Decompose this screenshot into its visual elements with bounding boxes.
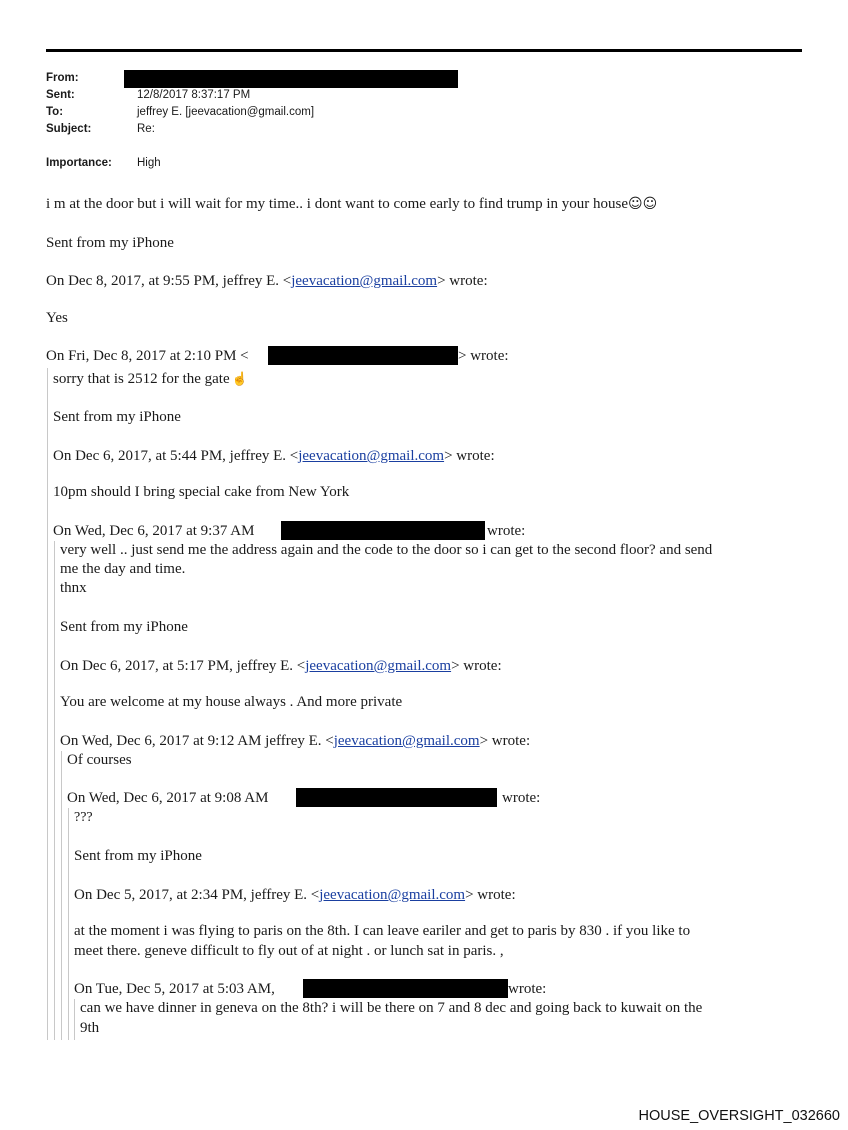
- from-label: From:: [46, 72, 79, 84]
- email-link[interactable]: jeevacation@gmail.com: [319, 887, 466, 903]
- quote-header-1-wrote: > wrote:: [437, 273, 488, 289]
- quote-header-5: [60, 657, 502, 676]
- quote-header-5-wrote: > wrote:: [451, 658, 502, 674]
- redaction-sender-4: [281, 521, 485, 540]
- quote-header-6: [60, 732, 530, 751]
- quote-header-2: [46, 347, 249, 366]
- email-link[interactable]: jeevacation@gmail.com: [298, 448, 445, 464]
- quote-header-1-text: On Dec 8, 2017, at 9:55 PM, jeffrey E. <: [46, 273, 292, 289]
- quote-header-3-text: On Dec 6, 2017, at 5:44 PM, jeffrey E. <: [53, 448, 299, 464]
- email-link[interactable]: jeevacation@gmail.com: [305, 658, 452, 674]
- sent-from-iphone-3: Sent from my iPhone: [60, 619, 188, 635]
- dinner-line-2: 9th: [80, 1020, 100, 1036]
- quote-header-6-wrote: > wrote:: [479, 733, 531, 749]
- to-value: jeffrey E. [jeevacation@gmail.com]: [137, 106, 315, 118]
- redaction-from: [124, 70, 458, 88]
- quote-bar-3: [61, 751, 62, 1040]
- quote-header-2-wrote: > wrote:: [458, 348, 509, 364]
- quote-header-6-text: On Wed, Dec 6, 2017 at 9:12 AM jeffrey E. <: [60, 733, 334, 749]
- welcome-message: You are welcome at my house always . And more private: [60, 694, 403, 710]
- importance-value: High: [137, 157, 161, 169]
- email-link[interactable]: jeevacation@gmail.com: [291, 273, 438, 289]
- gate-message-text: sorry that is 2512 for the gate: [53, 371, 230, 387]
- quote-header-1: [46, 272, 488, 291]
- reply-yes: Yes: [46, 310, 68, 326]
- quote-bar-4: [68, 808, 69, 1040]
- pointing-hand-icon: ☝: [231, 371, 248, 386]
- email-link[interactable]: jeevacation@gmail.com: [333, 733, 480, 749]
- to-label: To:: [46, 106, 64, 118]
- bates-number: HOUSE_OVERSIGHT_032660: [638, 1108, 840, 1124]
- dinner-line-1: can we have dinner in geneva on the 8th? i will be there on 7 and 8 dec and going back to kuwait on the: [80, 1000, 703, 1016]
- quote-header-4: On Wed, Dec 6, 2017 at 9:37 AM: [53, 523, 255, 539]
- quote-header-7: On Wed, Dec 6, 2017 at 9:08 AM: [67, 790, 269, 806]
- quote-bar-5: [74, 999, 75, 1040]
- gate-message: [53, 369, 248, 389]
- paris-line-1: at the moment i was flying to paris on the 8th. I can leave eariler and get to paris by 830 . if you like to: [74, 923, 691, 939]
- quote-header-8-wrote: > wrote:: [465, 887, 516, 903]
- header-rule: [46, 49, 802, 52]
- quote-header-5-text: On Dec 6, 2017, at 5:17 PM, jeffrey E. <: [60, 658, 306, 674]
- quote-header-3-wrote: > wrote:: [444, 448, 495, 464]
- quote-header-8-text: On Dec 5, 2017, at 2:34 PM, jeffrey E. <: [74, 887, 320, 903]
- quote-header-9-wrote: wrote:: [508, 981, 547, 997]
- smiley-icon: ☺☺: [627, 196, 658, 212]
- importance-label: Importance:: [46, 157, 112, 169]
- question-marks: ???: [74, 810, 93, 825]
- courses-message: Of courses: [67, 752, 132, 768]
- redaction-sender-2: [268, 346, 458, 365]
- address-line-1: very well .. just send me the address again and the code to the door so i can get to the second floor? and send: [60, 542, 713, 558]
- redaction-sender-7: [296, 788, 497, 807]
- sent-from-iphone-2: Sent from my iPhone: [53, 409, 181, 425]
- address-line-2: me the day and time.: [60, 561, 186, 577]
- quote-header-2-text: On Fri, Dec 8, 2017 at 2:10 PM <: [46, 348, 249, 364]
- quote-bar-2: [54, 541, 55, 1040]
- redaction-sender-9: [303, 979, 508, 998]
- thnx-text: thnx: [60, 580, 87, 596]
- cake-message: 10pm should I bring special cake from New York: [53, 484, 350, 500]
- sent-value: 12/8/2017 8:37:17 PM: [137, 89, 251, 101]
- sent-label: Sent:: [46, 89, 75, 101]
- paris-line-2: meet there. geneve difficult to fly out of at night . or lunch sat in paris. ,: [74, 943, 504, 959]
- quote-header-9: On Tue, Dec 5, 2017 at 5:03 AM,: [74, 981, 275, 997]
- subject-label: Subject:: [46, 123, 92, 135]
- sent-from-iphone: Sent from my iPhone: [46, 235, 174, 251]
- quote-header-8: [74, 886, 516, 905]
- quote-header-7-wrote: wrote:: [502, 790, 541, 806]
- message-1-text: i m at the door but i will wait for my time.. i dont want to come early to find trump in your house: [46, 196, 628, 212]
- quote-header-4-wrote: wrote:: [487, 523, 526, 539]
- subject-value: Re:: [137, 123, 155, 135]
- sent-from-iphone-4: Sent from my iPhone: [74, 848, 202, 864]
- quote-header-3: [53, 447, 495, 466]
- quote-bar-1: [47, 368, 48, 1040]
- message-1: [46, 195, 657, 214]
